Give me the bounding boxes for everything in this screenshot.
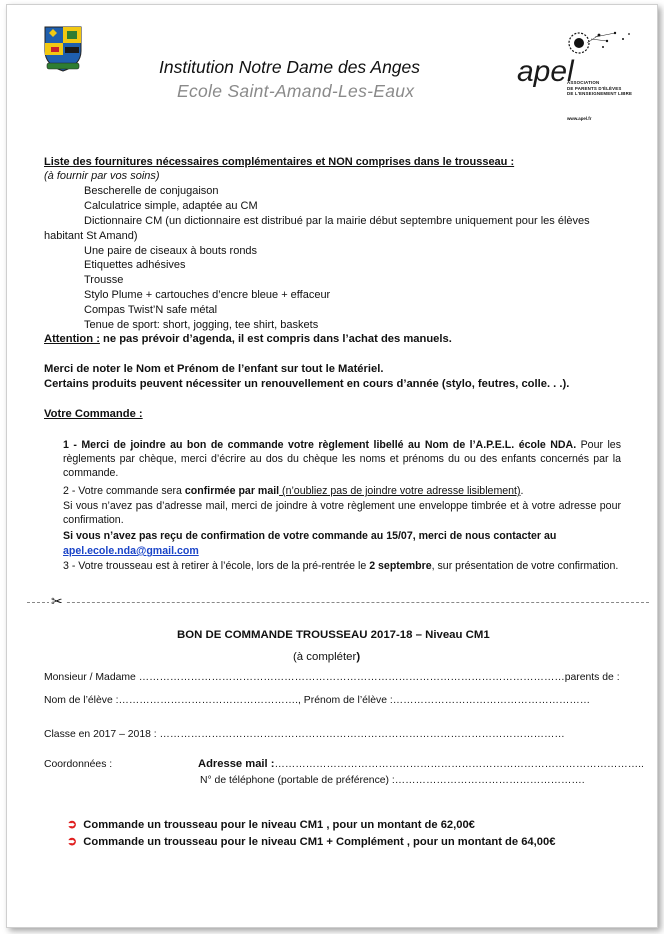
supplies-heading: Liste des fournitures nécessaires complémentaires et NON comprises dans le trousseau : bbox=[44, 156, 515, 168]
contact-email-link[interactable]: apel.ecole.nda@gmail.com bbox=[63, 545, 199, 557]
supply-item: Une paire de ciseaux à bouts ronds bbox=[84, 245, 258, 257]
supply-item: Tenue de sport: short, jogging, tee shirt, baskets bbox=[84, 319, 319, 331]
school-name: Institution Notre Dame des Anges bbox=[159, 57, 421, 77]
order-option-2-text: Commande un trousseau pour le niveau CM1 + Complément , pour un montant de 64,00€ bbox=[83, 836, 556, 848]
order-p5-end: , sur présentation de votre confirmation. bbox=[431, 560, 619, 572]
arrow-right-icon: ➲ bbox=[67, 817, 78, 831]
order-option-1[interactable] bbox=[67, 817, 475, 832]
supply-item: Bescherelle de conjugaison bbox=[84, 185, 219, 197]
class-field[interactable]: Classe en 2017 – 2018 : ……………………………………………………………………………………………………… bbox=[44, 729, 565, 740]
order-heading: Votre Commande : bbox=[44, 408, 143, 420]
order-p5-start: 3 - Votre trousseau est à retirer à l’école, lors de la pré-rentrée le bbox=[63, 560, 370, 572]
supply-item: Trousse bbox=[84, 274, 124, 286]
email-field-dots: …………………………………………………………………………………………….. bbox=[274, 759, 644, 770]
apel-tagline bbox=[567, 80, 632, 97]
order-paragraph-3: Si vous n’avez pas d’adresse mail, merci de joindre à votre règlement une enveloppe timbrée et à votre adresse pour confirmation. bbox=[63, 500, 621, 527]
attention-label: Attention : bbox=[44, 333, 100, 345]
document-page bbox=[6, 4, 658, 928]
supplies-note: (à fournir par vos soins) bbox=[44, 170, 160, 182]
email-field[interactable] bbox=[198, 758, 644, 770]
order-p1-rest: Pour les règlements par chèque, merci d’écrire au dos du chèque les noms et prénoms du ou des enfants concernés par la commande. bbox=[63, 439, 621, 480]
form-subtitle bbox=[293, 650, 360, 664]
order-p2-underlined: (n’oubliez pas de joindre votre adresse lisiblement) bbox=[279, 485, 521, 497]
coordinates-label: Coordonnées : bbox=[44, 759, 113, 770]
order-p2-bold: confirmée par mail bbox=[184, 485, 280, 497]
form-subtitle-text: (à compléter bbox=[293, 651, 357, 663]
order-p2-end: . bbox=[520, 485, 524, 497]
apel-tagline-1: ASSOCIATION bbox=[567, 80, 600, 85]
order-paragraph-4: Si vous n’avez pas reçu de confirmation de votre commande au 15/07, merci de nous contacter au bbox=[63, 530, 557, 542]
note-line-1: Merci de noter le Nom et Prénom de l’enfant sur tout le Matériel. bbox=[44, 363, 384, 375]
order-option-1-text: Commande un trousseau pour le niveau CM1 , pour un montant de 62,00€ bbox=[83, 819, 475, 831]
apel-logo bbox=[517, 27, 637, 123]
order-paragraph-2 bbox=[63, 484, 621, 498]
arrow-right-icon: ➲ bbox=[67, 834, 78, 848]
apel-wordmark: apel bbox=[517, 55, 574, 88]
supply-item: Etiquettes adhésives bbox=[84, 259, 186, 271]
apel-tagline-2: DE PARENTS D'ÉLÈVES bbox=[567, 85, 622, 91]
order-option-2[interactable] bbox=[67, 834, 555, 849]
note-line-2: Certains produits peuvent nécessiter un renouvellement en cours d’année (stylo, feutres, colle. . .). bbox=[44, 378, 570, 390]
attention-text: ne pas prévoir d’agenda, il est compris dans l’achat des manuels. bbox=[99, 333, 452, 345]
apel-url: www.apel.fr bbox=[567, 116, 592, 121]
order-paragraph-5 bbox=[63, 559, 621, 573]
attention-line bbox=[44, 332, 452, 346]
scissors-icon: ✂ bbox=[51, 593, 63, 609]
form-subtitle-paren: ) bbox=[356, 651, 361, 663]
school-subname: Ecole Saint-Amand-Les-Eaux bbox=[177, 81, 415, 101]
order-p1-bold: 1 - Merci de joindre au bon de commande votre règlement libellé au Nom de l’A.P.E.L. école NDA. bbox=[63, 439, 577, 451]
school-crest-logo bbox=[43, 25, 83, 73]
email-field-label: Adresse mail : bbox=[198, 758, 275, 770]
supply-item: Calculatrice simple, adaptée au CM bbox=[84, 200, 258, 212]
phone-field[interactable]: N° de téléphone (portable de préférence) :………………………………………………. bbox=[200, 775, 585, 786]
supply-item: Dictionnaire CM (un dictionnaire est distribué par la mairie début septembre uniquement pour les élèves bbox=[84, 215, 590, 227]
student-name-field[interactable]: Nom de l’élève :……………………………………………., Prénom de l’élève :………………………………………………… bbox=[44, 695, 591, 706]
order-email-line bbox=[63, 544, 621, 558]
supply-item: Compas Twist’N safe métal bbox=[84, 304, 218, 316]
apel-tagline-3: DE L'ENSEIGNEMENT LIBRE bbox=[567, 91, 633, 97]
order-p5-bold: 2 septembre bbox=[369, 560, 432, 572]
form-title: BON DE COMMANDE TROUSSEAU 2017-18 – Niveau CM1 bbox=[177, 629, 490, 641]
parent-name-field[interactable]: Monsieur / Madame ……………………………………………………………………………………………………………parents de : bbox=[44, 672, 620, 683]
order-paragraph-1 bbox=[63, 438, 621, 481]
supply-item-continuation: habitant St Amand) bbox=[44, 230, 138, 242]
dandelion-icon bbox=[565, 27, 635, 61]
order-p2-start: 2 - Votre commande sera bbox=[63, 485, 185, 497]
supply-item: Stylo Plume + cartouches d’encre bleue + effaceur bbox=[84, 289, 331, 301]
cut-line bbox=[27, 602, 649, 603]
